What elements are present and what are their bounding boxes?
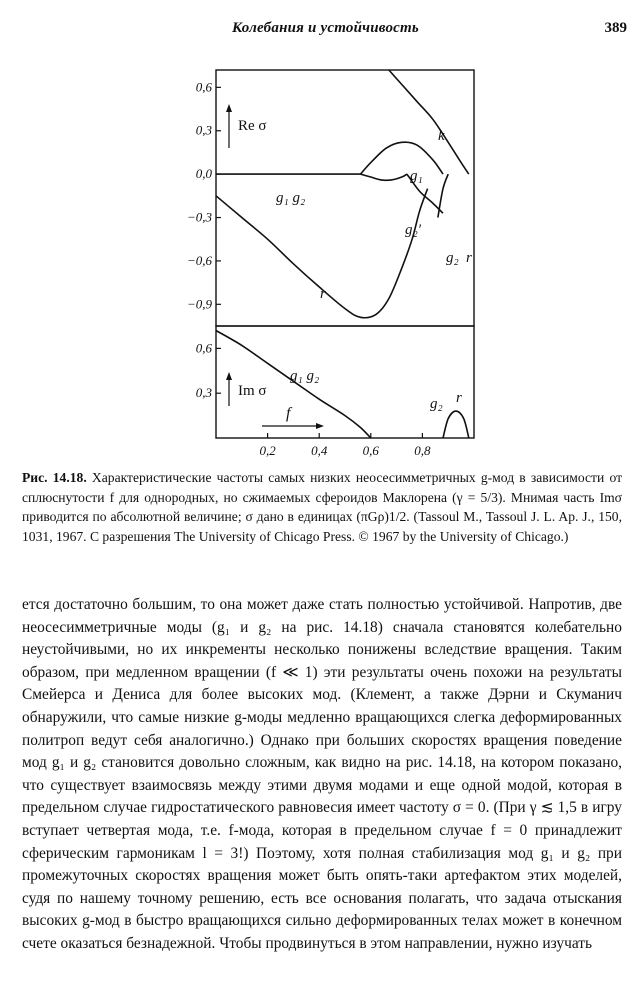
curve-label: g₂ — [430, 396, 443, 412]
curve-label: r — [456, 390, 462, 406]
curve-label: g₂ — [446, 250, 459, 266]
curve-g1 — [361, 142, 444, 174]
curve-g2 — [361, 174, 407, 180]
caption-label: Рис. 14.18. — [22, 470, 87, 485]
y-tick-label: 0,6 — [195, 340, 212, 356]
figure-caption — [22, 468, 622, 546]
f-axis-label: f — [286, 405, 291, 422]
upper-panel — [187, 70, 474, 326]
lower-curve-labels — [290, 368, 462, 412]
curve-label: k — [438, 128, 445, 144]
curve-label: g₁ g₂ — [290, 368, 320, 384]
im-arrow-head-icon — [226, 372, 232, 380]
curve-label: g₁ g₂ — [276, 190, 306, 206]
figure-14-18 — [0, 44, 643, 464]
f-arrow-head-icon — [316, 423, 324, 429]
re-arrow-head-icon — [226, 104, 232, 112]
upper-panel-frame — [216, 70, 474, 326]
lower-panel-frame — [216, 326, 474, 438]
y-tick-label: 0,0 — [195, 166, 212, 182]
y-tick-label: 0,6 — [195, 79, 212, 95]
running-title: Колебания и устойчивость — [232, 20, 419, 36]
lower-panel — [196, 326, 474, 458]
curve-label: g₁ — [410, 168, 423, 184]
page-header — [0, 0, 643, 40]
y-tick-label: −0,3 — [186, 209, 212, 225]
y-tick-label: 0,3 — [195, 385, 212, 401]
x-tick-label: 0,4 — [311, 443, 328, 458]
body-text — [22, 594, 622, 956]
curve-label: r — [466, 250, 472, 266]
y-tick-label: −0,9 — [186, 296, 212, 312]
upper-curves — [216, 70, 469, 318]
curve-label: r — [320, 286, 326, 302]
x-tick-label: 0,8 — [414, 443, 431, 458]
re-sigma-label: Re σ — [238, 118, 267, 134]
curve-k — [389, 70, 469, 174]
y-tick-label: −0,6 — [186, 252, 212, 268]
curve-label: g₂′ — [405, 222, 421, 238]
body-paragraph: ется достаточно большим, то она может даже стать полностью устойчивой. Напротив, две неосесимметричные моды (g₁ и g₂ на рис. 14.18) сначала становятся колебательно неустойчивыми, но их инкременты несколько понижены вследствие вращения. Таким образом, при медленном вращении (f ≪ 1) эти результаты очень похожи на результаты Смейерса и Дениса для более высоких мод. (Клемент, а также Дэрни и Скуманич обнаружили, что самые низкие g-моды медленно вращающихся слегка деформированных политроп ведут себя аналогично.) Однако при больших скоростях вращения поведение мод g₁ и g₂ становится довольно сложным, как видно на рис. 14.18, на котором показано, что существует взаимосвязь между этими двумя модами и еще одной модой, которая в предельном случае гидростатического равновесия имеет частоту σ = 0. (При γ ≲ 1,5 в игру вступает четвертая мода, т.е. f-мода, которая в предельном случае f = 0 принадлежит сферическим гармоникам l = 3!) Поэтому, хотя полная стабилизация мод g₁ и g₂ при промежуточных скоростях вращения может быть опять-таки артефактом этих моделей, судя по нашему точному решению, есть все основания полагать, что задача отыскания высоких g-мод в быстро вращающихся сильно деформированных телах может в конечном счете оказаться безнадежной. Чтобы продвинуться в этом направлении, нужно изучать — [22, 596, 622, 952]
x-tick-label: 0,2 — [259, 443, 276, 458]
im-sigma-label: Im σ — [238, 383, 267, 399]
x-tick-label: 0,6 — [362, 443, 379, 458]
curve-r-right — [438, 174, 448, 217]
caption-text: Характеристические частоты самых низких неосесимметричных g-мод в зависимости от сплюснутости f для однородных, но сжимаемых сфероидов Маклорена (γ = 5/3). Мнимая часть Imσ приводится по абсолютной величине; σ дано в единицах (πGρ)1/2. (Tassoul M., Tassoul J. L. Ap. J., 150, 1031, 1967. С разрешения The University of Chicago Press. © 1967 by the University of Chicago.) — [22, 470, 623, 544]
page-number: 389 — [604, 20, 627, 36]
lower-ticks — [196, 340, 431, 458]
y-tick-label: 0,3 — [195, 122, 212, 138]
curve-r — [443, 411, 469, 438]
upper-curve-labels — [276, 128, 472, 302]
